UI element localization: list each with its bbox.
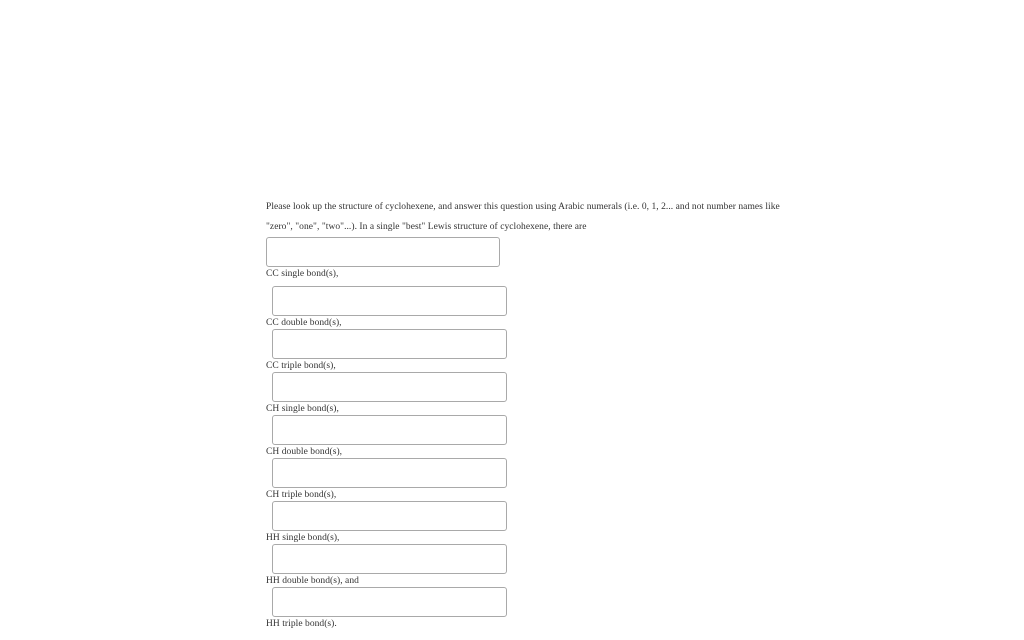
- cc-single-bond-input[interactable]: [266, 237, 500, 267]
- cc-double-bond-label: CC double bond(s),: [266, 318, 342, 328]
- cc-triple-bond-input[interactable]: [272, 329, 507, 359]
- hh-single-bond-input[interactable]: [272, 501, 507, 531]
- hh-triple-bond-label: HH triple bond(s).: [266, 619, 337, 629]
- ch-triple-bond-input[interactable]: [272, 458, 507, 488]
- ch-double-bond-input[interactable]: [272, 415, 507, 445]
- ch-triple-bond-label: CH triple bond(s),: [266, 490, 337, 500]
- hh-triple-bond-input[interactable]: [272, 587, 507, 617]
- hh-double-bond-input[interactable]: [272, 544, 507, 574]
- cc-single-bond-label: CC single bond(s),: [266, 269, 339, 279]
- cc-double-bond-input[interactable]: [272, 286, 507, 316]
- cc-triple-bond-label: CC triple bond(s),: [266, 361, 336, 371]
- ch-single-bond-input[interactable]: [272, 372, 507, 402]
- question-block: [266, 197, 786, 630]
- hh-single-bond-label: HH single bond(s),: [266, 533, 340, 543]
- hh-double-bond-label: HH double bond(s), and: [266, 576, 359, 586]
- ch-single-bond-label: CH single bond(s),: [266, 404, 339, 414]
- ch-double-bond-label: CH double bond(s),: [266, 447, 343, 457]
- question-prompt: Please look up the structure of cyclohexene, and answer this question using Arabic numerals (i.e. 0, 1, 2... and not number names like "zero", "one", "two"...). In a single "best" Lewis structure of cyclohexene, there are: [266, 202, 780, 232]
